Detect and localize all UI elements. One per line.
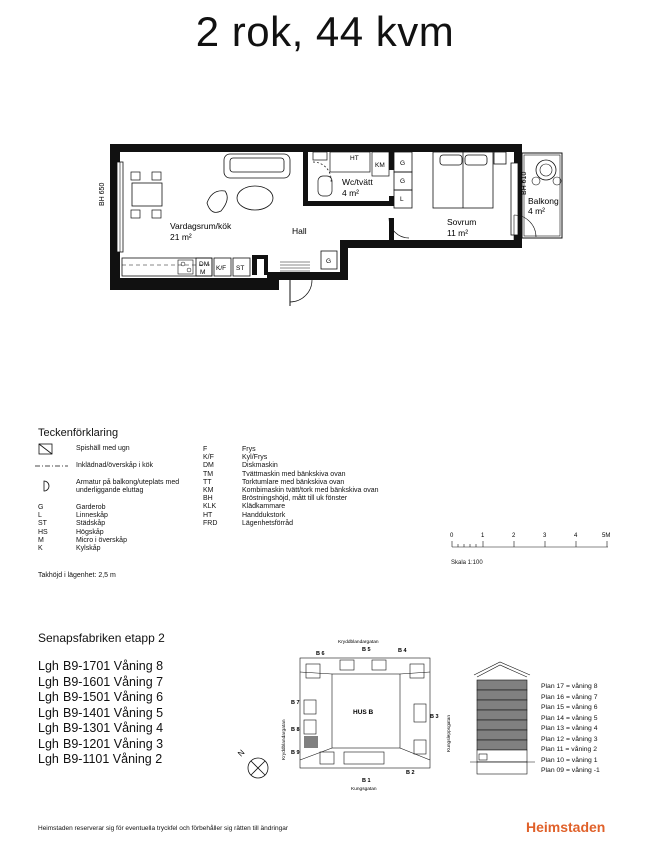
apartment-list — [38, 659, 163, 768]
room-hall-name: Hall — [292, 226, 307, 236]
room-wc-area: 4 m² — [342, 188, 359, 198]
room-balcony-area: 4 m² — [528, 206, 545, 216]
bh-right-label: BH 610 — [521, 171, 528, 195]
list-item: Lgh B9-1701 Våning 8 — [38, 659, 164, 673]
list-item: Lgh B9-1501 Våning 6 — [38, 690, 164, 704]
list-item: Lgh B9-1101 Våning 2 — [38, 752, 163, 766]
block-label: B 1 — [362, 778, 371, 784]
block-label: B 5 — [362, 647, 371, 653]
block-label: B 9 — [291, 750, 300, 756]
l-label: L — [400, 196, 404, 203]
bh-left-label: BH 650 — [99, 182, 106, 206]
page-title: 2 rok, 44 kvm — [195, 8, 455, 55]
legend-abbr-texts-left: Garderob Linneskåp Städskåp Högskåp Micro i överskåp Kylskåp — [76, 504, 127, 552]
room-bedroom-name: Sovrum — [447, 217, 477, 227]
scale-tick: 3 — [543, 533, 547, 539]
scale-tick: 0 — [450, 533, 454, 539]
ceiling-height: Takhöjd i lägenhet: 2,5 m — [38, 572, 116, 579]
stove-icon — [39, 444, 52, 454]
room-balcony-name: Balkong — [528, 196, 559, 206]
legend-abbr-codes-right: F K/F DM TM TT KM BH KLK HT FRD — [203, 446, 218, 527]
scale-bar — [452, 541, 608, 547]
m-label: M — [200, 269, 206, 276]
block-label: B 3 — [430, 714, 439, 720]
block-label: B 4 — [398, 648, 407, 654]
legend-symbol-text: Spishäll med ugn — [76, 445, 130, 452]
scale-tick: 4 — [574, 533, 578, 539]
st-label: ST — [236, 265, 245, 272]
list-item: Lgh B9-1301 Våning 4 — [38, 721, 164, 735]
block-label: B 2 — [406, 770, 415, 776]
block-label: B 6 — [316, 651, 325, 657]
scale-tick: 2 — [512, 533, 516, 539]
list-item: Lgh B9-1601 Våning 7 — [38, 674, 164, 689]
street-top: Kryddblandargatan — [338, 640, 379, 645]
floor-list: Plan 17 = våning 8 Plan 16 = våning 7 Plan 15 = våning 6 Plan 14 = våning 5 Plan 13 = våning 4 Plan 12 = våning 3 Plan 11 = våning 2 Plan 10 = våning 1 Plan 09 = våning -1 — [541, 683, 600, 774]
room-bedroom-area: 11 m² — [447, 228, 469, 238]
kf-label: K/F — [216, 265, 227, 272]
block-label: B 7 — [291, 700, 300, 706]
project-name: Senapsfabriken etapp 2 — [38, 631, 165, 645]
legend-abbr-texts-right: Frys Kyl/Frys Diskmaskin Tvättmaskin med bänkskiva ovan Torktumlare med bänkskiva ovan Kombimaskin tvätt/tork med bänkskiva ovan Bröstningshöjd, mått till uk fönster Klädkammare Handdukstork Lägenhetsförråd — [242, 446, 379, 527]
g2-label: G — [400, 178, 406, 185]
house-label: HUS B — [353, 709, 374, 716]
dm-label: DM — [199, 261, 210, 268]
legend-title: Teckenförklaring — [38, 427, 119, 439]
legend-symbol-text: Armatur på balkong/uteplats med underliggande eluttag — [76, 479, 180, 495]
legend-abbr-codes-left: G L ST HS M K — [38, 504, 48, 552]
block-label: B 8 — [291, 727, 300, 733]
brand-logo: Heimstaden — [526, 819, 606, 835]
highlighted-block — [304, 736, 318, 748]
legend-symbol-text: Inklädnad/överskåp i kök — [76, 462, 154, 469]
lamp-icon — [44, 481, 49, 491]
room-living-area: 21 m² — [170, 232, 192, 242]
footer-disclaimer: Heimstaden reserverar sig för eventuella tryckfel och förbehåller sig rätten till ändringar — [38, 825, 289, 832]
street-bottom: Kungsgatan — [351, 787, 377, 792]
km-label: KM — [375, 162, 385, 169]
room-wc-name: Wc/tvätt — [342, 177, 373, 187]
scale-tick: 5M — [602, 533, 611, 539]
street-right: Kungsleppsgatan — [447, 714, 452, 752]
compass-icon — [248, 758, 268, 778]
g-hall-label: G — [326, 258, 332, 265]
scale-tick: 1 — [481, 533, 485, 539]
list-item: Lgh B9-1401 Våning 5 — [38, 705, 164, 720]
ht-label: HT — [350, 155, 359, 162]
north-label: N — [236, 747, 247, 759]
list-item: Lgh B9-1201 Våning 3 — [38, 736, 164, 751]
room-living-name: Vardagsrum/kök — [170, 221, 232, 231]
building-section — [470, 662, 535, 774]
scale-label: Skala 1:100 — [451, 560, 483, 566]
g1-label: G — [400, 160, 406, 167]
street-left: Kryddblandargatan — [282, 719, 287, 760]
